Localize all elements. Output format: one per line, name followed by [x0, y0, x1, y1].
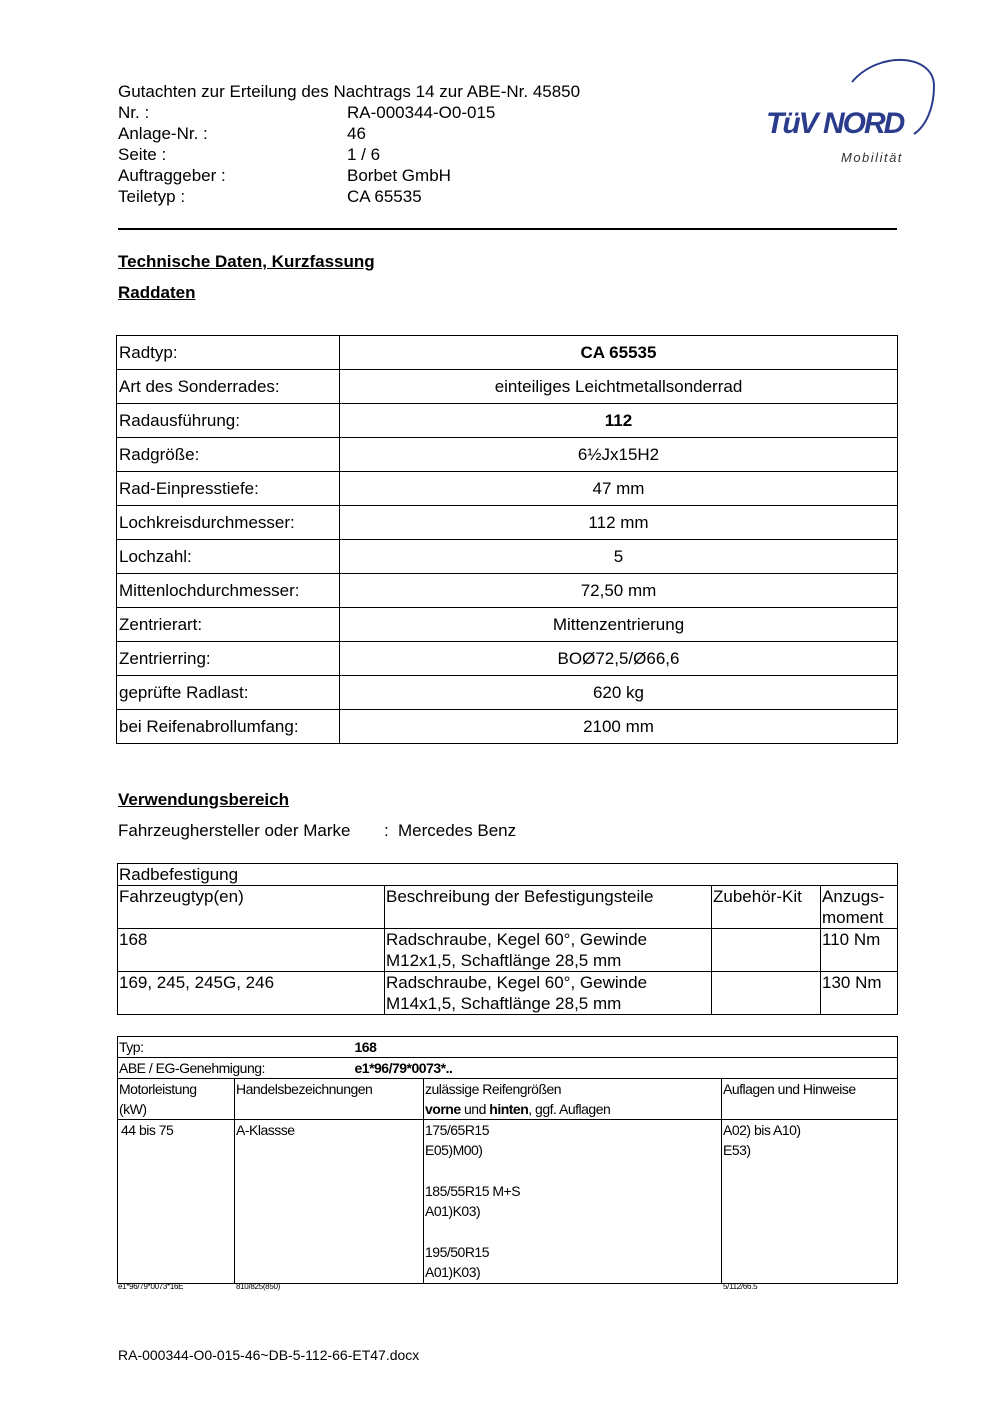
logo-subtitle: Mobilität: [841, 150, 903, 165]
desc-line: M14x1,5, Schaftlänge 28,5 mm: [386, 994, 622, 1013]
tyre-codes: A01)K03): [425, 1203, 481, 1219]
row-value: 112 mm: [340, 506, 898, 540]
row-kit: [712, 929, 821, 972]
row-label: geprüfte Radlast:: [117, 676, 340, 710]
field-label-teiletyp: Teiletyp :: [118, 187, 186, 206]
note-line: A02) bis A10): [723, 1122, 801, 1138]
row-label: Mittenlochdurchmesser:: [117, 574, 340, 608]
header-zubehoer: Zubehör-Kit: [712, 886, 821, 929]
power-header-line: Motorleistung: [119, 1081, 197, 1097]
row-kit: [712, 972, 821, 1015]
desc-line: M12x1,5, Schaftlänge 28,5 mm: [386, 951, 622, 970]
typ-row: [118, 1037, 898, 1058]
header-auflagen: Auflagen und Hinweise: [722, 1079, 898, 1120]
row-value: Mittenzentrierung: [340, 608, 898, 642]
header-anzugs: Anzugs-: [822, 887, 885, 906]
field-label-seite: Seite :: [118, 145, 167, 164]
row-torque: 110 Nm: [821, 929, 898, 972]
table-row: [117, 404, 898, 438]
header-reifengroessen: [424, 1079, 722, 1120]
section-title-raddaten: Raddaten: [118, 283, 196, 302]
table-row: [117, 676, 898, 710]
table-row: [117, 472, 898, 506]
manufacturer-separator: :: [384, 821, 389, 840]
field-label-auftraggeber: Auftraggeber :: [118, 166, 226, 185]
row-label: Radtyp:: [117, 336, 340, 370]
typ-table: [117, 1036, 898, 1284]
row-names: A-Klassse: [235, 1120, 424, 1284]
table-row: [117, 540, 898, 574]
row-value: 72,50 mm: [340, 574, 898, 608]
foot-code-left: e1*96/79*0073*16E: [118, 1282, 184, 1291]
table-row: [117, 642, 898, 676]
header-motorleistung: [118, 1079, 235, 1120]
table-row: [118, 929, 898, 972]
befestigung-title: Radbefestigung: [118, 864, 898, 886]
abe-label: ABE / EG-Genehmigung:: [119, 1060, 265, 1076]
row-label: Lochkreisdurchmesser:: [117, 506, 340, 540]
tyres-header-line: zulässige Reifengrößen: [425, 1081, 562, 1097]
tyre-size: 185/55R15 M+S: [425, 1183, 521, 1199]
power-header-line: (kW): [119, 1101, 147, 1117]
table-row: [118, 972, 898, 1015]
field-value-teiletyp: CA 65535: [347, 187, 422, 206]
report-title: Gutachten zur Erteilung des Nachtrags 14 zur ABE-Nr. 45850: [118, 82, 581, 101]
header-fahrzeugtyp: Fahrzeugtyp(en): [118, 886, 385, 929]
befestigung-table: [117, 863, 898, 1015]
table-row: [117, 710, 898, 744]
row-description: [385, 929, 712, 972]
row-label: Art des Sonderrades:: [117, 370, 340, 404]
table-row: [117, 574, 898, 608]
tyre-codes: E05)M00): [425, 1142, 483, 1158]
row-notes: [722, 1120, 898, 1284]
field-value-nr: RA-000344-O0-015: [347, 103, 496, 122]
table-row: [117, 506, 898, 540]
row-value: einteiliges Leichtmetallsonderrad: [340, 370, 898, 404]
table-row: [118, 1120, 898, 1284]
header-beschreibung: Beschreibung der Befestigungsteile: [385, 886, 712, 929]
desc-line: Radschraube, Kegel 60°, Gewinde: [386, 930, 648, 949]
field-value-auftraggeber: Borbet GmbH: [347, 166, 451, 185]
row-tyres: [424, 1120, 722, 1284]
table-row: [117, 608, 898, 642]
tyre-codes: A01)K03): [425, 1264, 481, 1280]
field-label-nr: Nr. :: [118, 103, 150, 122]
table-header-row: [118, 886, 898, 929]
table-header-row: [118, 1079, 898, 1120]
table-row: [118, 1058, 898, 1079]
header-rule: [118, 228, 897, 230]
typ-label: Typ:: [119, 1039, 144, 1055]
row-label: bei Reifenabrollumfang:: [117, 710, 340, 744]
field-value-anlage: 46: [347, 124, 366, 143]
typ-value: 168: [354, 1039, 377, 1055]
row-description: [385, 972, 712, 1015]
row-label: Zentrierart:: [117, 608, 340, 642]
note-line: E53): [723, 1142, 751, 1158]
table-row: [117, 336, 898, 370]
row-value: 47 mm: [340, 472, 898, 506]
tyres-header-vorne: vorne: [425, 1101, 461, 1117]
row-value: 2100 mm: [340, 710, 898, 744]
row-value: 6½Jx15H2: [340, 438, 898, 472]
header-anzugsmoment: [821, 886, 898, 929]
tyres-header-hinten: hinten: [489, 1101, 529, 1117]
row-types: 168: [118, 929, 385, 972]
footer-filename: RA-000344-O0-015-46~DB-5-112-66-ET47.docx: [118, 1347, 420, 1363]
tyre-size: 195/50R15: [425, 1244, 490, 1260]
row-label: Radausführung:: [117, 404, 340, 438]
abe-row: [118, 1058, 898, 1079]
row-label: Rad-Einpresstiefe:: [117, 472, 340, 506]
header-moment: moment: [822, 908, 884, 927]
row-value: 620 kg: [340, 676, 898, 710]
table-row: [118, 864, 898, 886]
manufacturer-label: Fahrzeughersteller oder Marke: [118, 821, 351, 840]
tuv-nord-logo: [766, 107, 904, 165]
table-row: [117, 438, 898, 472]
tyres-header-suffix: , ggf. Auflagen: [528, 1101, 611, 1117]
row-value: 5: [340, 540, 898, 574]
table-row: [118, 1037, 898, 1058]
row-torque: 130 Nm: [821, 972, 898, 1015]
manufacturer-value: Mercedes Benz: [398, 821, 517, 840]
field-value-seite: 1 / 6: [347, 145, 381, 164]
row-label: Zentrierring:: [117, 642, 340, 676]
raddaten-table: [116, 335, 898, 744]
row-value: 112: [340, 404, 898, 438]
table-row: [117, 370, 898, 404]
row-value: CA 65535: [340, 336, 898, 370]
section-title-verwendungsbereich: Verwendungsbereich: [118, 790, 289, 809]
foot-code-right: 5/112/66.5: [723, 1282, 758, 1291]
header-handelsbezeichnungen: Handelsbezeichnungen: [235, 1079, 424, 1120]
tyres-header-line2: [425, 1099, 720, 1119]
row-label: Radgröße:: [117, 438, 340, 472]
row-power: 44 bis 75: [118, 1120, 235, 1284]
abe-value: e1*96/79*0073*..: [354, 1060, 453, 1076]
tyres-header-und: und: [460, 1101, 490, 1117]
tyre-size: 175/65R15: [425, 1122, 490, 1138]
desc-line: Radschraube, Kegel 60°, Gewinde: [386, 973, 648, 992]
field-label-anlage: Anlage-Nr. :: [118, 124, 208, 143]
row-label: Lochzahl:: [117, 540, 340, 574]
logo-brand: TüV NORD: [766, 107, 904, 140]
row-types: 169, 245, 245G, 246: [118, 972, 385, 1015]
row-value: BOØ72,5/Ø66,6: [340, 642, 898, 676]
section-title-technische-daten: Technische Daten, Kurzfassung: [118, 252, 375, 271]
foot-code-mid: 810/825(850): [236, 1282, 280, 1291]
